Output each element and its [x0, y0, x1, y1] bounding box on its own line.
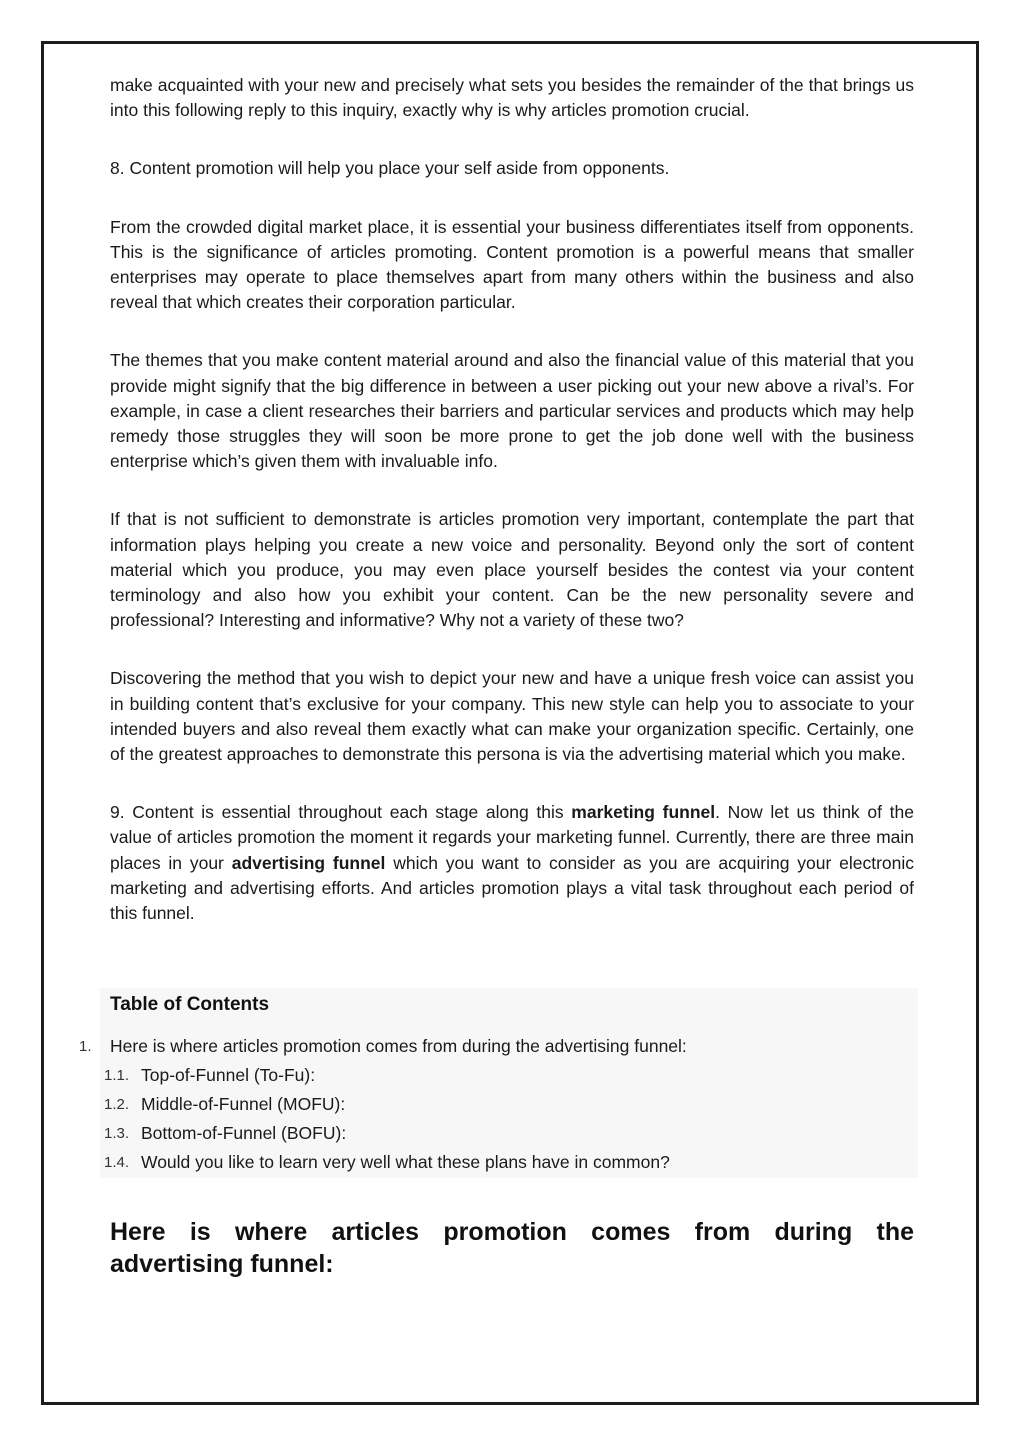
- toc-item-number: 1.3.: [104, 1125, 130, 1142]
- toc-item-1-2[interactable]: Middle-of-Funnel (MOFU):: [141, 1094, 346, 1114]
- toc-item-1-3[interactable]: Bottom-of-Funnel (BOFU):: [141, 1123, 347, 1143]
- paragraph-persona: Discovering the method that you wish to depict your new and have a unique fresh voice can assist you in building content that’s exclusive for your company. This new style can help you to associate to your intended buyers and also reveal them exactly what can make your organization specific. Certainly, one of the greatest approaches to demonstrate this persona is via the advertising material which you make.: [110, 668, 914, 765]
- advertising-funnel-link[interactable]: advertising funnel: [231, 852, 386, 873]
- point-8-heading: 8. Content promotion will help you place your self aside from opponents.: [110, 158, 670, 179]
- toc-item-1-4[interactable]: Would you like to learn very well what these plans have in common?: [141, 1152, 670, 1172]
- paragraph-intro: make acquainted with your new and precisely what sets you besides the remainder of the that brings us into this following reply to this inquiry, exactly why is why articles promotion crucial.: [110, 75, 914, 121]
- toc-title: Table of Contents: [110, 994, 270, 1015]
- toc-item-number: 1.: [79, 1038, 92, 1055]
- paragraph-funnel-lead: 9. Content is essential throughout each stage along this: [110, 802, 572, 823]
- section-heading: Here is where articles promotion comes from during the advertising funnel:: [110, 1218, 914, 1278]
- marketing-funnel-link[interactable]: marketing funnel: [571, 802, 716, 823]
- toc-item-1[interactable]: Here is where articles promotion comes from during the advertising funnel:: [110, 1036, 687, 1056]
- toc-item-1-1[interactable]: Top-of-Funnel (To-Fu):: [141, 1065, 316, 1085]
- paragraph-funnel: [110, 800, 914, 926]
- paragraph-funnel-tail: which you want to consider as you are acquiring your electronic marketing and advertising efforts. And articles promotion plays a vital task throughout each period of this funnel.: [110, 852, 915, 924]
- paragraph-differentiation: From the crowded digital market place, it is essential your business differentiates itself from opponents. This is the significance of articles promoting. Content promotion is a powerful means that smaller enterprises may operate to place themselves apart from many others within the business and also reveal that which creates their corporation particular.: [110, 216, 914, 313]
- paragraph-funnel-mid: . Now let us think of the value of articles promotion the moment it regards your marketing funnel. Currently, there are three main places in your: [110, 802, 914, 873]
- toc-item-number: 1.4.: [104, 1154, 130, 1171]
- article-body: [110, 73, 914, 954]
- paragraph-themes: The themes that you make content material around and also the financial value of this material that you provide might signify that the big difference in between a user picking out your new above a rival’s. For example, in case a client researches their barriers and particular services and products which may help remedy those struggles they will soon be more prone to get the job done well with the business enterprise which’s given them with invaluable info.: [110, 350, 914, 472]
- toc-item-number: 1.2.: [104, 1096, 130, 1113]
- paragraph-voice: If that is not sufficient to demonstrate is articles promotion very important, contemplate the part that information plays helping you create a new voice and personality. Beyond only the sort of content material which you produce, you may even place yourself besides the contest via your content terminology and also how you exhibit your content. Can be the new personality severe and professional? Interesting and informative? Why not a variety of these two?: [110, 509, 914, 631]
- toc-item-number: 1.1.: [104, 1067, 130, 1084]
